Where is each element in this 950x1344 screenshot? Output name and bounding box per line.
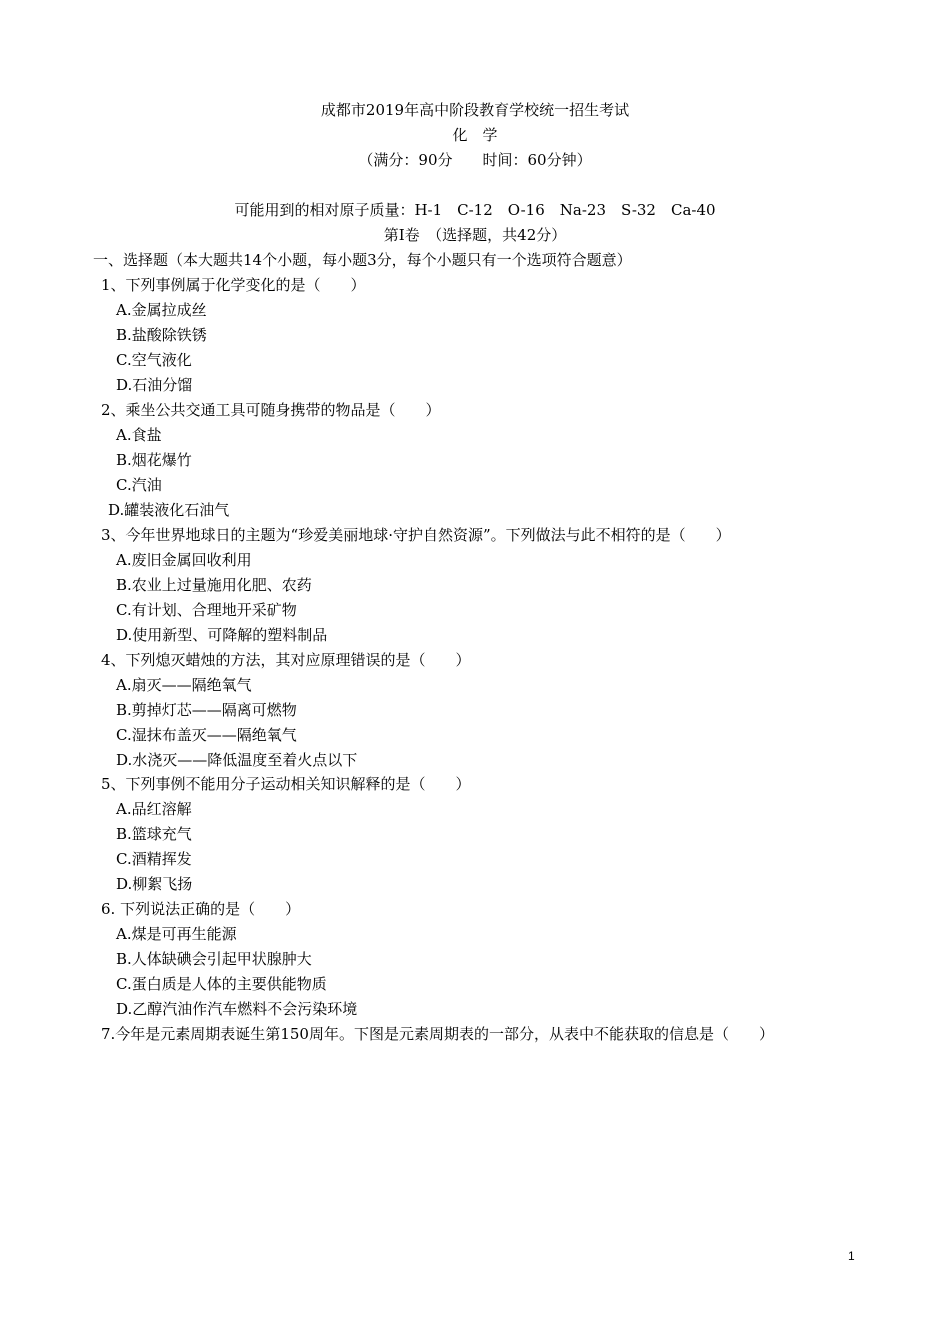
question-3-option-c: C.有计划、合理地开采矿物 — [116, 601, 297, 619]
question-5-option-b: B.篮球充气 — [116, 825, 192, 843]
question-2-stem: 2、乘坐公共交通工具可随身携带的物品是（ ） — [101, 401, 441, 419]
question-3-option-a: A.废旧金属回收利用 — [116, 551, 252, 569]
question-6-option-c: C.蛋白质是人体的主要供能物质 — [116, 975, 327, 993]
question-1-option-b: B.盐酸除铁锈 — [116, 326, 207, 344]
question-6-option-a: A.煤是可再生能源 — [116, 925, 237, 943]
question-1-stem: 1、下列事例属于化学变化的是（ ） — [101, 276, 366, 294]
page-number: 1 — [848, 1249, 855, 1263]
question-6-option-d: D.乙醇汽油作汽车燃料不会污染环境 — [116, 1000, 358, 1018]
atomic-mass-info: 可能用到的相对原子质量：H-1 C-12 O-16 Na-23 S-32 Ca-40 — [234, 201, 716, 219]
question-2-option-b: B.烟花爆竹 — [116, 451, 192, 469]
volume-title: 第Ⅰ卷 （选择题，共42分） — [383, 226, 567, 244]
question-2-option-a: A.食盐 — [116, 426, 162, 444]
question-2-option-c: C.汽油 — [116, 476, 162, 494]
question-4-option-b: B.剪掉灯芯——隔离可燃物 — [116, 701, 297, 719]
question-1-option-c: C.空气液化 — [116, 351, 192, 369]
question-6-option-b: B.人体缺碘会引起甲状腺肿大 — [116, 950, 312, 968]
question-4-stem: 4、下列熄灭蜡烛的方法，其对应原理错误的是（ ） — [101, 651, 471, 669]
exam-title: 成都市2019年高中阶段教育学校统一招生考试 — [320, 101, 630, 119]
question-2-option-d: D.罐装液化石油气 — [108, 501, 230, 519]
question-5-option-d: D.柳絮飞扬 — [116, 875, 193, 893]
question-1-option-d: D.石油分馏 — [116, 376, 193, 394]
question-3-option-d: D.使用新型、可降解的塑料制品 — [116, 626, 328, 644]
score-time-info: （满分：90分 时间：60分钟） — [358, 151, 592, 169]
question-4-option-a: A.扇灭——隔绝氧气 — [116, 676, 252, 694]
subject-title: 化 学 — [452, 126, 498, 144]
question-3-option-b: B.农业上过量施用化肥、农药 — [116, 576, 312, 594]
question-3-stem: 3、今年世界地球日的主题为“珍爱美丽地球·守护自然资源”。下列做法与此不相符的是（ ） — [101, 526, 731, 544]
question-5-option-c: C.酒精挥发 — [116, 850, 192, 868]
question-6-stem: 6. 下列说法正确的是（ ） — [101, 900, 301, 918]
question-4-option-c: C.湿抹布盖灭——隔绝氧气 — [116, 726, 297, 744]
question-7-stem: 7.今年是元素周期表诞生第150周年。下图是元素周期表的一部分，从表中不能获取的信息是（ ） — [101, 1025, 774, 1043]
section-title: 一、选择题（本大题共14个小题，每小题3分，每个小题只有一个选项符合题意） — [93, 251, 632, 269]
question-5-stem: 5、下列事例不能用分子运动相关知识解释的是（ ） — [101, 775, 471, 793]
question-4-option-d: D.水浇灭——降低温度至着火点以下 — [116, 751, 358, 769]
question-5-option-a: A.品红溶解 — [116, 800, 192, 818]
question-1-option-a: A.金属拉成丝 — [116, 301, 207, 319]
